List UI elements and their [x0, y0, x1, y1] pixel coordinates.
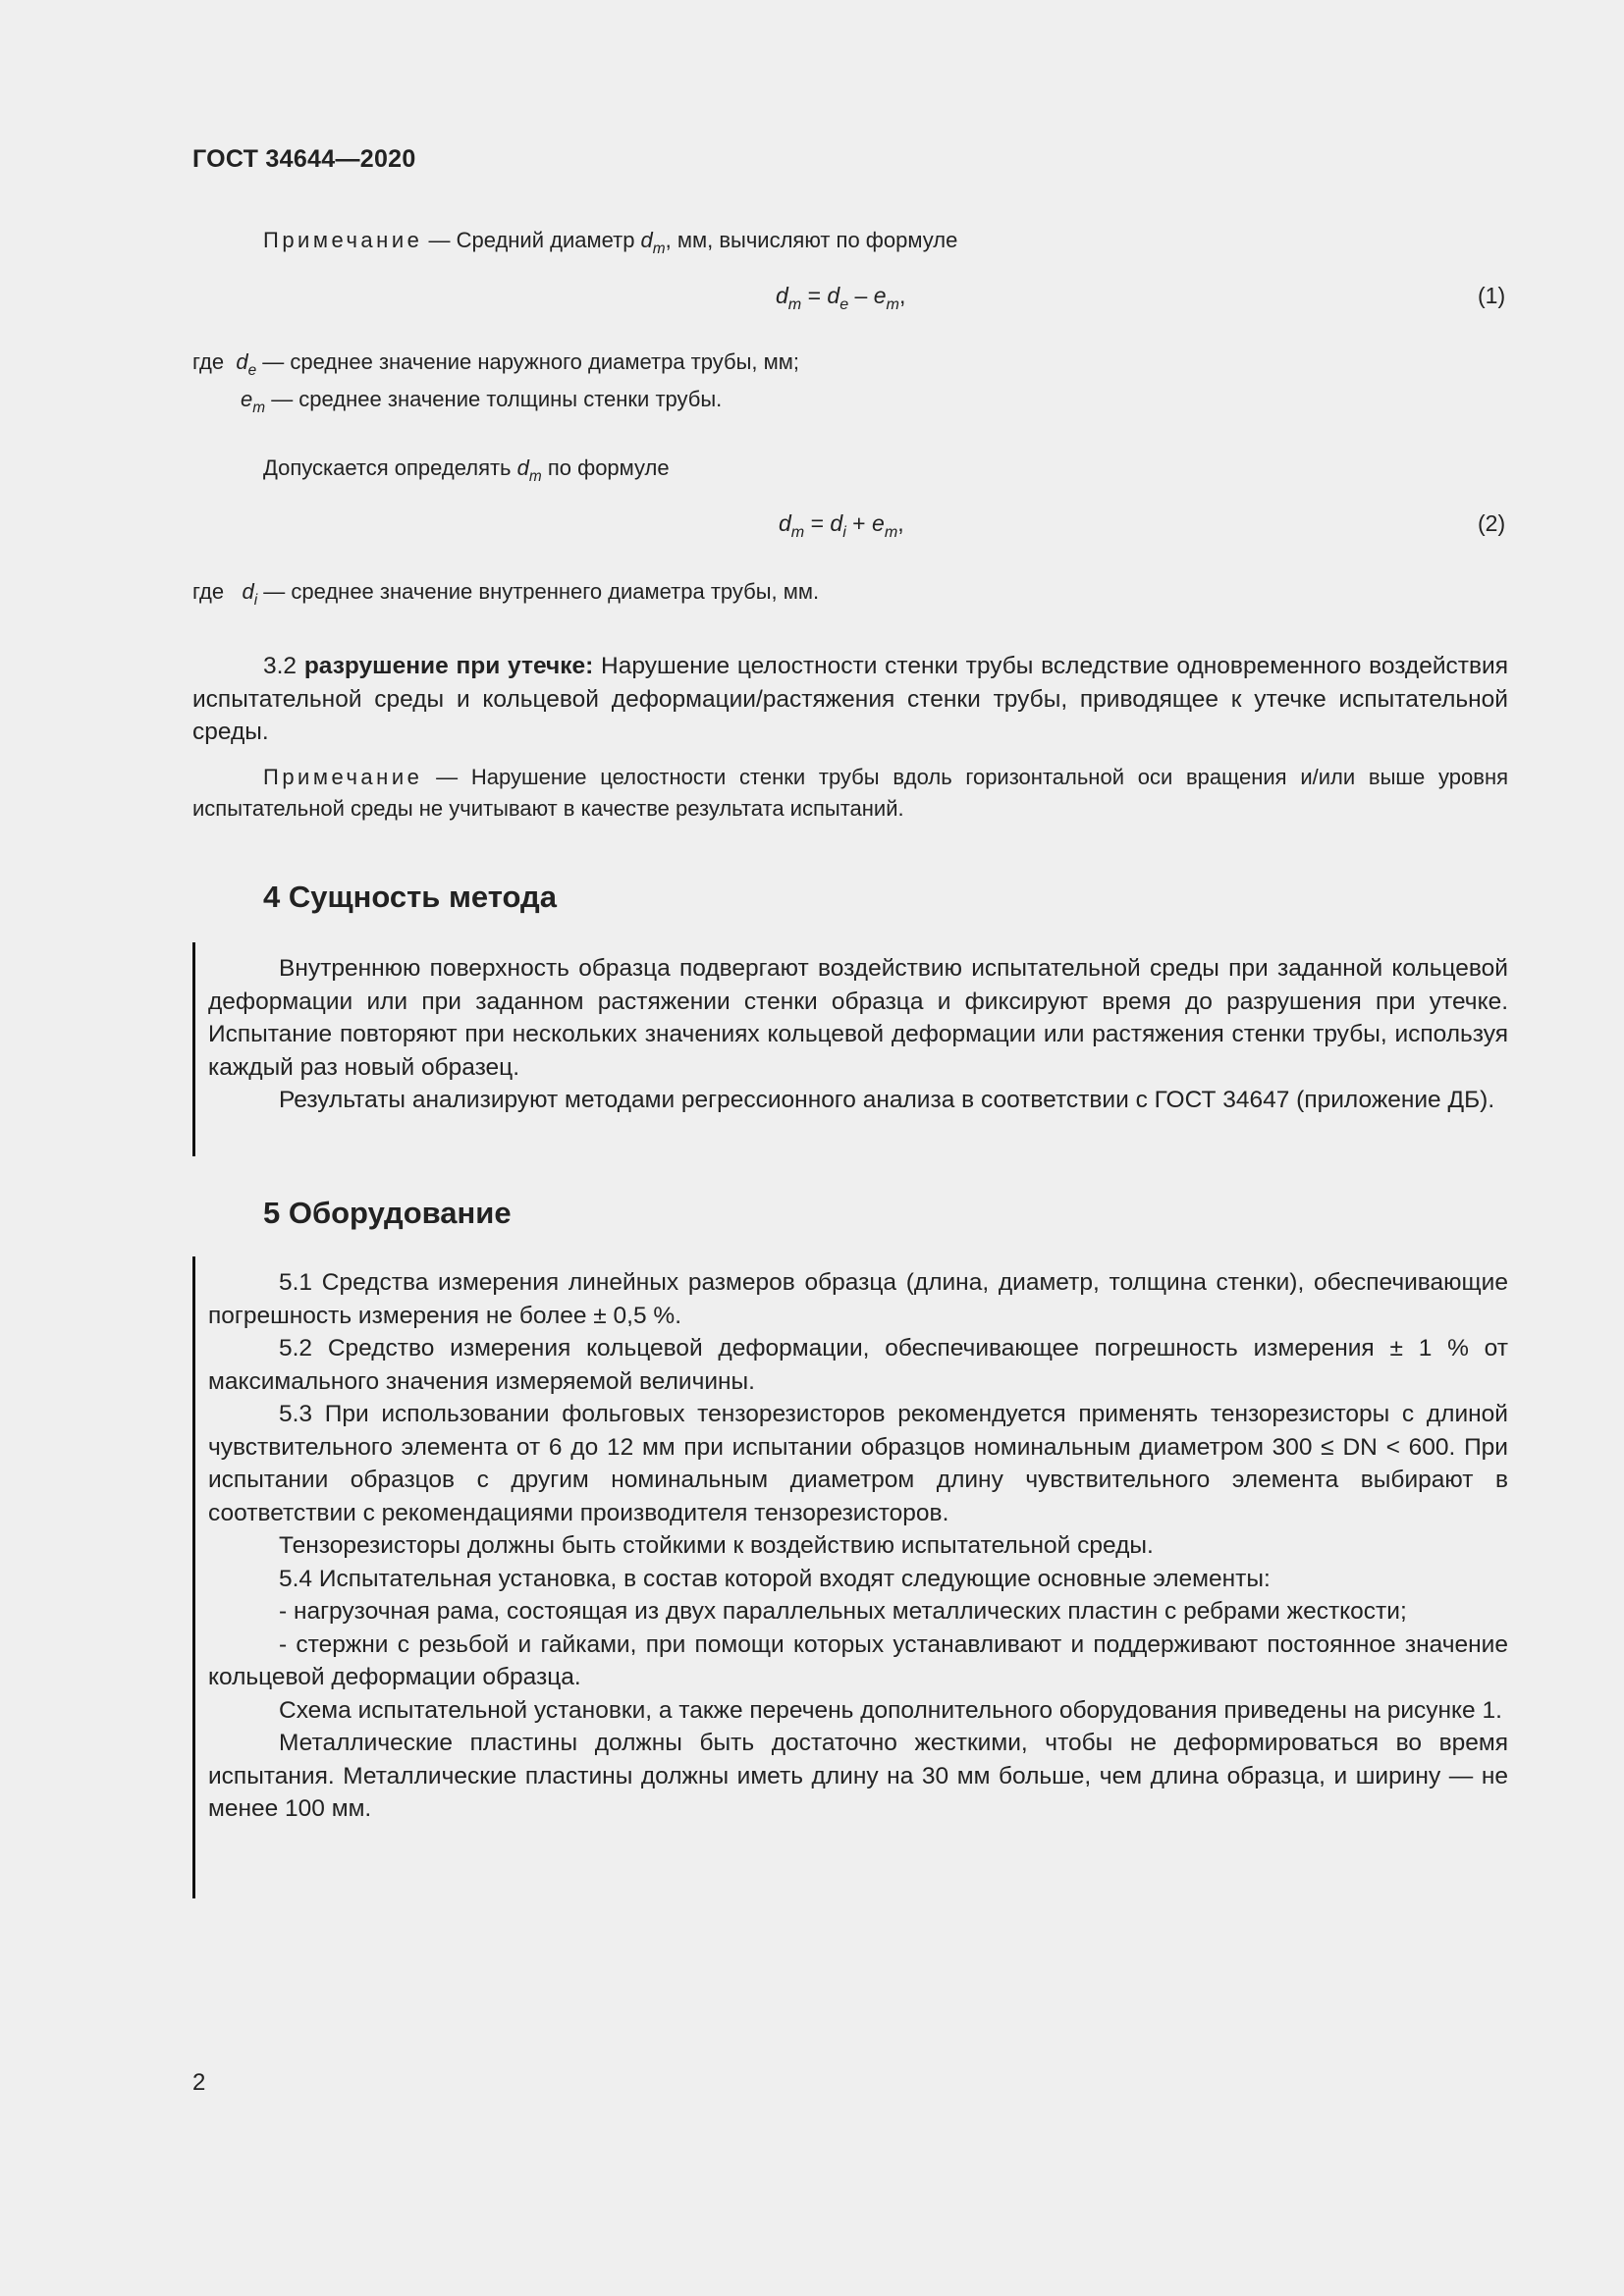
- clause-3-2-note: [192, 762, 1508, 825]
- section-4-body: [208, 952, 1508, 1117]
- formula-1-number: (1): [1478, 283, 1506, 308]
- formula-1: $d_m = d_e - e_m$,: [776, 283, 906, 313]
- where-line-1: где $d_e$ — среднее значение наружного диаметра трубы, мм;: [192, 349, 799, 379]
- note-mean-diameter: Примечание — Средний диаметр $d_m$, мм, вычисляют по формуле: [263, 228, 958, 257]
- list-item-rods: - стержни с резьбой и гайками, при помощи которых устанавливают и поддерживают постоянное значение кольцевой деформации образца.: [208, 1630, 1508, 1690]
- clause-3-2: [192, 650, 1508, 749]
- change-bar-section-4: [192, 942, 195, 1156]
- where-1-text: — среднее значение наружного диаметра трубы, мм;: [256, 349, 799, 374]
- note-text-before: — Средний диаметр: [422, 228, 641, 252]
- section-5-3: 5.3 При использовании фольговых тензорезисторов рекомендуется применять тензорезисторы с длиной чувствительного элемента от 6 до 12 мм при испытании образцов номинальным диаметром 300 ≤ DN < 600. При испытании образцов с другим номинальным диаметром длину чувствительного элемента выбирают в соответствии с рекомендациями производителя тензорезисторов.: [208, 1401, 1508, 1526]
- section-5-body: [208, 1266, 1508, 1826]
- where-word: где: [192, 349, 225, 374]
- allowed-line: Допускается определять $d_m$ по формуле: [263, 455, 670, 485]
- formula-2-number: (2): [1478, 510, 1506, 536]
- where-2-text: — среднее значение толщины стенки трубы.: [265, 387, 723, 411]
- clause-number: 3.2: [263, 653, 304, 679]
- section-4-paragraph-2: Результаты анализируют методами регрессионного анализа в соответствии с ГОСТ 34647 (приложение ДБ).: [279, 1087, 1495, 1113]
- section-5-4: 5.4 Испытательная установка, в состав которой входят следующие основные элементы:: [279, 1565, 1271, 1592]
- note-text: — Нарушение целостности стенки трубы вдоль горизонтальной оси вращения и/или выше уровня испытательной среды не учитывают в качестве результата испытаний.: [192, 765, 1508, 821]
- change-bar-section-5: [192, 1256, 195, 1898]
- section-5-heading: 5 Оборудование: [263, 1196, 512, 1230]
- page-number: 2: [192, 2069, 206, 2096]
- note-text-after: , мм, вычисляют по формуле: [665, 228, 958, 252]
- where-line-3: где $d_i$ — среднее значение внутреннего диаметра трубы, мм.: [192, 579, 820, 609]
- section-5-3-extra: Тензорезисторы должны быть стойкими к воздействию испытательной среды.: [279, 1532, 1154, 1559]
- document-header: ГОСТ 34644—2020: [192, 145, 416, 173]
- section-5-2: 5.2 Средство измерения кольцевой деформации, обеспечивающее погрешность измерения ± 1 % от максимального значения измеряемой величины.: [208, 1335, 1508, 1395]
- note-label: Примечание: [263, 765, 423, 789]
- clause-definition: Нарушение целостности стенки трубы вследствие одновременного воздействия испытательной среды и кольцевой деформации/растяжения стенки трубы, приводящее к утечке испытательной среды.: [192, 653, 1508, 745]
- formula-2: $d_m = d_i + e_m$,: [779, 510, 904, 541]
- note-label: Примечание: [263, 228, 423, 252]
- section-4-heading: 4 Сущность метода: [263, 880, 557, 914]
- section-5-4-plates: Металлические пластины должны быть достаточно жесткими, чтобы не деформироваться во время испытания. Металлические пластины должны иметь длину на 30 мм больше, чем длина образца, и ширину — не менее 100 мм.: [208, 1730, 1508, 1822]
- list-item-load-frame: - нагрузочная рама, состоящая из двух параллельных металлических пластин с ребрами жесткости;: [279, 1598, 1407, 1625]
- allowed-after: по формуле: [541, 455, 670, 480]
- where-line-2: $e_m$ — среднее значение толщины стенки трубы.: [241, 387, 723, 416]
- clause-term: разрушение при утечке:: [303, 653, 594, 679]
- section-5-1: 5.1 Средства измерения линейных размеров образца (длина, диаметр, толщина стенки), обеспечивающие погрешность измерения не более ± 0,5 %.: [208, 1269, 1508, 1329]
- section-4-paragraph-1: Внутреннюю поверхность образца подвергают воздействию испытательной среды при заданной кольцевой деформации или при заданном растяжении стенки образца и фиксируют время до разрушения при утечке. Испытание повторяют при нескольких значениях кольцевой деформации или растяжения стенки трубы, используя каждый раз новый образец.: [208, 955, 1508, 1081]
- allowed-before: Допускается определять: [263, 455, 517, 480]
- where-3-text: — среднее значение внутреннего диаметра трубы, мм.: [257, 579, 820, 604]
- section-5-4-scheme: Схема испытательной установки, а также перечень дополнительного оборудования приведены на рисунке 1.: [279, 1696, 1502, 1724]
